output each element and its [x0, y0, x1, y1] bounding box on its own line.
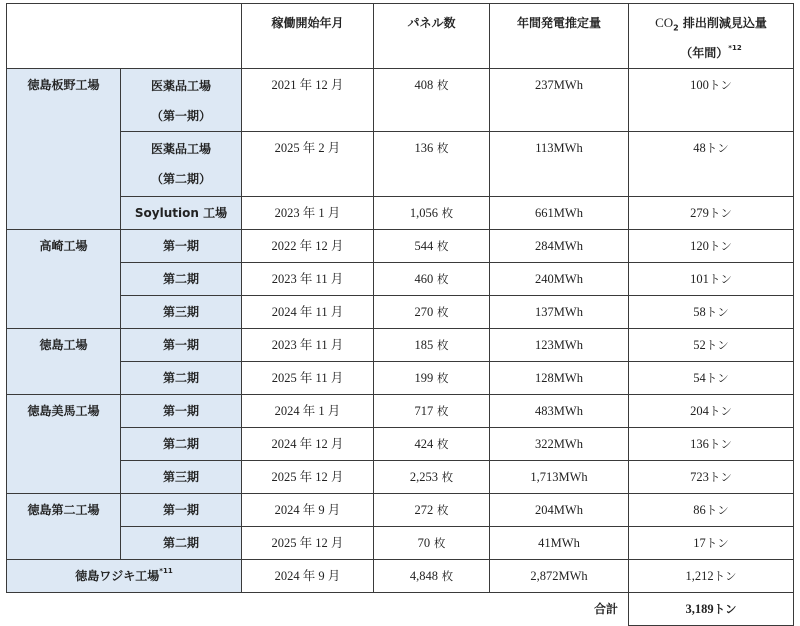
- table-row: [7, 395, 794, 428]
- phase-cell: 医薬品工場 （第二期）: [121, 132, 242, 197]
- generation-cell: 41MWh: [490, 527, 629, 560]
- start-cell: 2024 年 11 月: [242, 296, 374, 329]
- start-cell: 2021 年 12 月: [242, 69, 374, 132]
- table-row: [7, 132, 794, 197]
- phase-cell: 第二期: [121, 428, 242, 461]
- generation-cell: 1,713MWh: [490, 461, 629, 494]
- panels-cell: 199 枚: [374, 362, 490, 395]
- factory-name: 徳島第二工場: [7, 494, 121, 560]
- factory-name: 徳島ワジキ工場$^{*11}$: [7, 560, 242, 593]
- panels-cell: 2,253 枚: [374, 461, 490, 494]
- header-blank-cell: [7, 4, 242, 69]
- phase-cell: 第二期: [121, 263, 242, 296]
- phase-cell: 第一期: [121, 230, 242, 263]
- phase-cell: 第二期: [121, 362, 242, 395]
- header-co2: $CO_2$ 排出削減見込量 （年間）$^{*12}$: [629, 4, 794, 69]
- co2-cell: 100トン: [629, 69, 794, 132]
- co2-cell: 279トン: [629, 197, 794, 230]
- generation-cell: 661MWh: [490, 197, 629, 230]
- panels-cell: 272 枚: [374, 494, 490, 527]
- table-row: [7, 296, 794, 329]
- start-cell: 2024 年 1 月: [242, 395, 374, 428]
- generation-cell: 113MWh: [490, 132, 629, 197]
- panels-cell: 1,056 枚: [374, 197, 490, 230]
- panels-cell: 70 枚: [374, 527, 490, 560]
- generation-cell: 128MWh: [490, 362, 629, 395]
- phase-cell: 第二期: [121, 527, 242, 560]
- factory-name: 徳島板野工場: [7, 69, 121, 230]
- table-row: [7, 428, 794, 461]
- co2-cell: 723トン: [629, 461, 794, 494]
- phase-cell: 第三期: [121, 296, 242, 329]
- co2-cell: 58トン: [629, 296, 794, 329]
- table-row: [7, 69, 794, 132]
- panels-cell: 544 枚: [374, 230, 490, 263]
- table-row: [7, 197, 794, 230]
- co2-cell: 17トン: [629, 527, 794, 560]
- generation-cell: 123MWh: [490, 329, 629, 362]
- start-cell: 2022 年 12 月: [242, 230, 374, 263]
- generation-cell: 284MWh: [490, 230, 629, 263]
- header-generation: 年間発電推定量: [490, 4, 629, 69]
- table-row: [7, 461, 794, 494]
- start-cell: 2024 年 9 月: [242, 494, 374, 527]
- generation-cell: 237MWh: [490, 69, 629, 132]
- start-cell: 2025 年 12 月: [242, 461, 374, 494]
- phase-cell: 医薬品工場 （第一期）: [121, 69, 242, 132]
- panels-cell: 460 枚: [374, 263, 490, 296]
- phase-cell: 第三期: [121, 461, 242, 494]
- generation-cell: 240MWh: [490, 263, 629, 296]
- factory-name: 高崎工場: [7, 230, 121, 329]
- co2-cell: 1,212トン: [629, 560, 794, 593]
- phase-cell: 第一期: [121, 494, 242, 527]
- factory-name: 徳島美馬工場: [7, 395, 121, 494]
- panels-cell: 185 枚: [374, 329, 490, 362]
- start-cell: 2025 年 12 月: [242, 527, 374, 560]
- co2-cell: 86トン: [629, 494, 794, 527]
- panels-cell: 136 枚: [374, 132, 490, 197]
- generation-cell: 2,872MWh: [490, 560, 629, 593]
- table-row: [7, 527, 794, 560]
- table-row-wajiki: [7, 560, 794, 593]
- table-row: [7, 263, 794, 296]
- generation-cell: 137MWh: [490, 296, 629, 329]
- table-row: [7, 329, 794, 362]
- generation-cell: 483MWh: [490, 395, 629, 428]
- co2-cell: 204トン: [629, 395, 794, 428]
- table-row: [7, 230, 794, 263]
- generation-cell: 204MWh: [490, 494, 629, 527]
- co2-cell: 52トン: [629, 329, 794, 362]
- factory-name: 徳島工場: [7, 329, 121, 395]
- phase-cell: Soylution 工場: [121, 197, 242, 230]
- panels-cell: 408 枚: [374, 69, 490, 132]
- co2-cell: 101トン: [629, 263, 794, 296]
- start-cell: 2024 年 9 月: [242, 560, 374, 593]
- start-cell: 2024 年 12 月: [242, 428, 374, 461]
- header-panels: パネル数: [374, 4, 490, 69]
- start-cell: 2025 年 2 月: [242, 132, 374, 197]
- total-row: [7, 593, 794, 626]
- phase-cell: 第一期: [121, 395, 242, 428]
- total-label: 合計: [593, 602, 618, 616]
- co2-cell: 54トン: [629, 362, 794, 395]
- start-cell: 2025 年 11 月: [242, 362, 374, 395]
- solar-panel-table: [6, 3, 794, 626]
- header-row: [7, 4, 794, 69]
- panels-cell: 717 枚: [374, 395, 490, 428]
- start-cell: 2023 年 11 月: [242, 263, 374, 296]
- generation-cell: 322MWh: [490, 428, 629, 461]
- phase-cell: 第一期: [121, 329, 242, 362]
- panels-cell: 424 枚: [374, 428, 490, 461]
- table-row: [7, 494, 794, 527]
- co2-cell: 48トン: [629, 132, 794, 197]
- co2-cell: 136トン: [629, 428, 794, 461]
- panels-cell: 4,848 枚: [374, 560, 490, 593]
- co2-cell: 120トン: [629, 230, 794, 263]
- total-value: 3,189トン: [629, 593, 794, 626]
- panels-cell: 270 枚: [374, 296, 490, 329]
- start-cell: 2023 年 11 月: [242, 329, 374, 362]
- table-row: [7, 362, 794, 395]
- start-cell: 2023 年 1 月: [242, 197, 374, 230]
- header-start: 稼働開始年月: [242, 4, 374, 69]
